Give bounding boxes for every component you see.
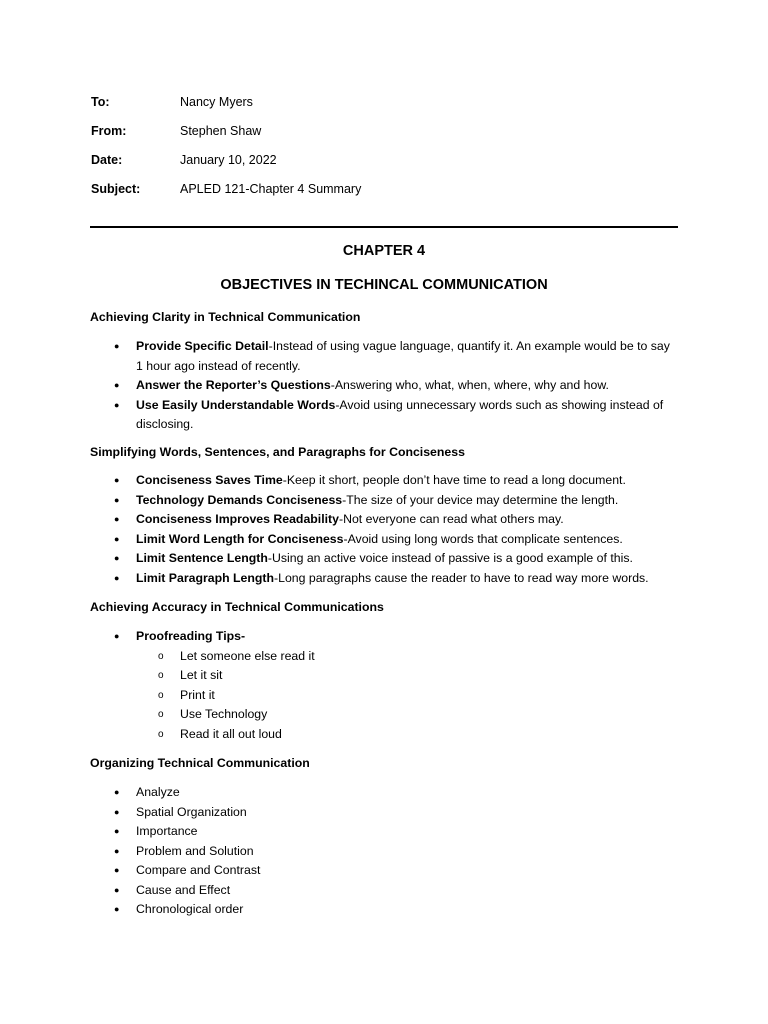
item-text: Spatial Organization (136, 804, 247, 819)
item-text: Cause and Effect (136, 882, 231, 897)
circle-bullet-icon: o (158, 650, 164, 662)
list-item (90, 861, 690, 881)
bullet-icon: ● (114, 494, 120, 505)
list-item (90, 530, 690, 550)
clarity-list (90, 337, 690, 435)
sub-item-text: Use Technology (180, 707, 268, 722)
sub-list-item (136, 725, 690, 745)
item-text: -Avoid using long words that complicate sentences. (343, 531, 623, 546)
list-item (90, 491, 690, 511)
list-item (90, 510, 690, 530)
item-term: Limit Word Length for Conciseness (136, 531, 344, 546)
bullet-icon: ● (114, 787, 120, 797)
item-term: Answer the Reporter’s Questions (136, 378, 331, 392)
bullet-icon: ● (114, 572, 120, 583)
memo-subject-value: APLED 121-Chapter 4 Summary (180, 182, 362, 196)
item-text: -Long paragraphs cause the reader to have to read way more words. (274, 570, 649, 585)
bullet-icon: ● (114, 884, 120, 895)
item-term: Conciseness Improves Readability (136, 512, 339, 526)
objectives-title: OBJECTIVES IN TECHINCAL COMMUNICATION (220, 277, 548, 293)
sub-item-text: Read it all out loud (180, 726, 282, 741)
item-text: Analyze (136, 785, 180, 799)
memo-to-value: Nancy Myers (180, 95, 253, 109)
sub-item-text: Let someone else read it (180, 648, 315, 663)
item-text: Compare and Contrast (136, 863, 261, 877)
memo-date-label: Date: (91, 153, 123, 167)
bullet-icon: ● (114, 631, 120, 641)
conciseness-heading: Simplifying Words, Sentences, and Paragraphs for Conciseness (90, 445, 465, 459)
list-item (90, 471, 690, 491)
item-text: -Instead of using vague language, quantify it. An example would be to say (268, 339, 670, 353)
bullet-icon: ● (114, 533, 120, 544)
item-term: Provide Specific Detail (136, 339, 269, 353)
bullet-icon: ● (114, 514, 120, 524)
bullet-icon: ● (114, 553, 120, 563)
list-item (90, 900, 690, 920)
organizing-heading: Organizing Technical Communication (90, 756, 310, 770)
item-text: -Avoid using unnecessary words such as showing instead of (335, 397, 664, 412)
list-item (90, 822, 690, 842)
bullet-icon: ● (114, 380, 120, 390)
bullet-icon: ● (114, 904, 120, 914)
list-item (90, 803, 690, 823)
accuracy-heading: Achieving Accuracy in Technical Communications (90, 600, 384, 614)
memo-to-label: To: (91, 95, 110, 109)
bullet-icon: ● (114, 399, 120, 410)
conciseness-list (90, 471, 690, 588)
item-text: -Keep it short, people don’t have time to read a long document. (282, 473, 626, 487)
proofreading-sub-list (136, 647, 690, 745)
memo-from-label: From: (91, 124, 127, 138)
header-divider (90, 226, 678, 228)
list-item (90, 549, 690, 569)
sub-item-text: Let it sit (180, 668, 223, 683)
bullet-icon: ● (114, 865, 120, 875)
item-text: Problem and Solution (136, 843, 254, 858)
sub-list-item (136, 705, 690, 725)
list-item (90, 627, 690, 744)
item-text: -Answering who, what, when, where, why and how. (330, 378, 609, 392)
item-text: -Not everyone can read what others may. (338, 512, 564, 526)
organizing-list (90, 783, 690, 920)
item-text: -Using an active voice instead of passive is a good example of this. (267, 551, 633, 565)
list-item (90, 337, 690, 376)
memo-subject-label: Subject: (91, 182, 141, 196)
sub-list-item (136, 647, 690, 667)
chapter-title: CHAPTER 4 (342, 243, 426, 259)
list-item (90, 842, 690, 862)
sub-list-item (136, 686, 690, 706)
list-item (90, 783, 690, 803)
item-text: Chronological order (136, 902, 244, 916)
circle-bullet-icon: o (158, 670, 164, 682)
item-term: Limit Paragraph Length (136, 570, 275, 585)
item-term: Use Easily Understandable Words (136, 397, 336, 412)
bullet-icon: ● (114, 341, 120, 351)
accuracy-list (90, 627, 690, 744)
item-text: -The size of your device may determine the length. (342, 492, 619, 507)
clarity-heading: Achieving Clarity in Technical Communication (90, 310, 361, 324)
bullet-icon: ● (114, 845, 120, 856)
bullet-icon: ● (114, 475, 120, 485)
bullet-icon: ● (114, 826, 120, 836)
list-item (90, 396, 690, 435)
memo-from-value: Stephen Shaw (180, 124, 262, 138)
memo-date-value: January 10, 2022 (180, 153, 277, 167)
bullet-icon: ● (114, 806, 120, 817)
item-term: Limit Sentence Length (136, 551, 268, 565)
list-item (90, 881, 690, 901)
list-item (90, 376, 690, 396)
sub-list-item (136, 666, 690, 686)
item-term: Proofreading Tips- (136, 629, 246, 643)
circle-bullet-icon: o (158, 728, 164, 740)
item-term: Conciseness Saves Time (136, 473, 283, 487)
item-term: Technology Demands Conciseness (136, 492, 343, 507)
sub-item-text: Print it (180, 687, 215, 702)
item-text-continued: disclosing. (136, 417, 194, 431)
list-item (90, 569, 690, 589)
item-text-continued: 1 hour ago instead of recently. (136, 358, 301, 373)
circle-bullet-icon: o (158, 709, 164, 721)
circle-bullet-icon: o (158, 689, 164, 701)
item-text: Importance (136, 824, 198, 838)
